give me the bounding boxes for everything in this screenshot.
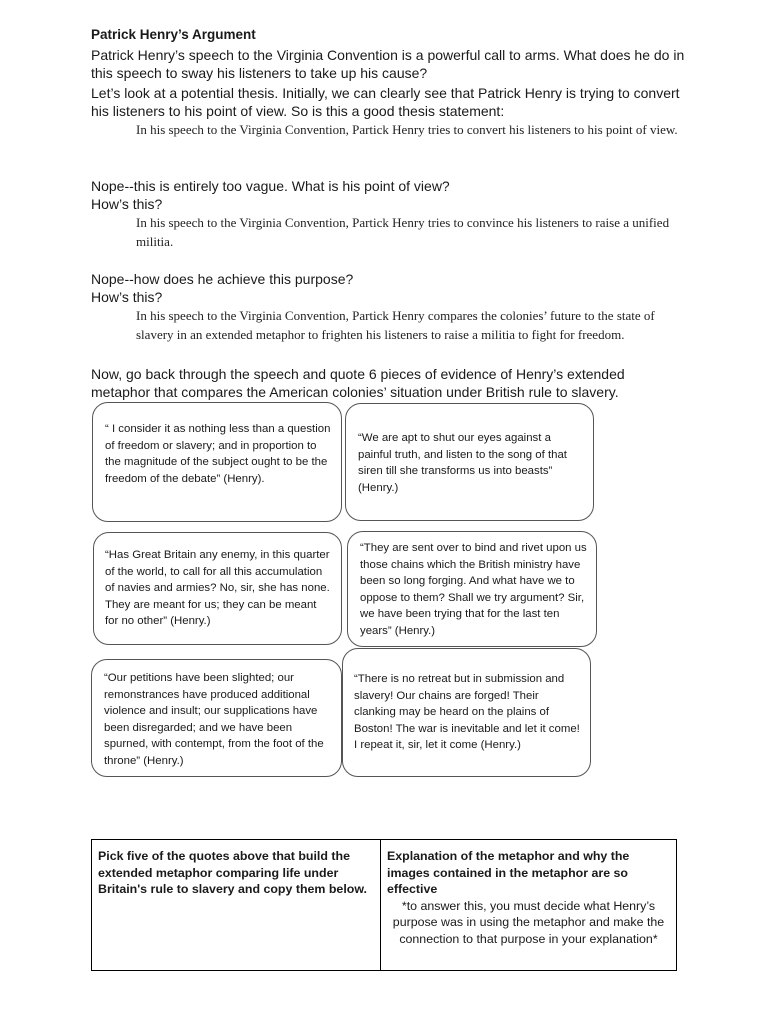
quote-text: “There is no retreat but in submission and slavery! Our chains are forged! Their clanking may be heard on the plains of Boston! The war is inevitable and let it come! I repeat it, sir, let it come (Henry.) — [354, 673, 580, 751]
quote-box-6 — [342, 648, 591, 777]
quote-box-4 — [347, 531, 597, 647]
quote-text: “ I consider it as nothing less than a question of freedom or slavery; and in proportion to the magnitude of the subject ought to be the freedom of the debate” (Henry). — [105, 423, 331, 485]
quote-text: “Has Great Britain any enemy, in this quarter of the world, to call for all this accumulation of navies and armies? No, sir, she has none. They are meant for us; they can be meant for no other” (Henry.) — [105, 549, 330, 627]
feedback-2: Nope--how does he achieve this purpose? — [91, 271, 354, 287]
explanation-column-note: *to answer this, you must decide what Henry’s purpose was in using the metaphor and make the connection to that purpose in your explanation* — [392, 898, 665, 946]
quote-text: “We are apt to shut our eyes against a painful truth, and listen to the song of that siren till she transforms us into beasts” (Henry.) — [358, 432, 567, 494]
page-title: Patrick Henry’s Argument — [91, 27, 256, 42]
quote-box-2 — [345, 403, 594, 521]
quote-text: “Our petitions have been slighted; our remonstrances have produced additional violence and insult; our supplications have been disregarded; and we have been spurned, with contempt, from the foot of the throne” (Henry.) — [104, 672, 324, 767]
quotes-column-heading: Pick five of the quotes above that build the extended metaphor comparing life under Britain's rule to slavery and copy them below. — [98, 849, 367, 896]
quote-box-1 — [92, 402, 342, 522]
prompt-2: How’s this? — [91, 289, 163, 305]
intro-paragraph-1: Patrick Henry’s speech to the Virginia Convention is a powerful call to arms. What does he do in this speech to sway his listeners to take up his cause? — [91, 47, 685, 81]
quote-box-5 — [91, 659, 342, 777]
feedback-1: Nope--this is entirely too vague. What is his point of view? — [91, 178, 450, 194]
thesis-example-1: In his speech to the Virginia Convention, Partick Henry tries to convert his listeners to his point of view. — [136, 122, 678, 137]
thesis-example-2: In his speech to the Virginia Convention, Partick Henry tries to convince his listeners to raise a unified militia. — [136, 215, 670, 249]
explanation-column-cell[interactable] — [381, 840, 677, 971]
response-table — [91, 839, 677, 971]
quotes-column-cell[interactable] — [92, 840, 381, 971]
quote-text: “They are sent over to bind and rivet upon us those chains which the British ministry have been so long forging. And what have we to oppose to them? Shall we try argument? Sir, we have been trying that for the last ten years” (Henry.) — [360, 542, 587, 637]
intro-paragraph-2: Let’s look at a potential thesis. Initially, we can clearly see that Patrick Henry is trying to convert his listeners to his point of view. So is this a good thesis statement: — [91, 85, 680, 119]
prompt-1: How’s this? — [91, 196, 163, 212]
explanation-column-heading: Explanation of the metaphor and why the images contained in the metaphor are so effective — [387, 849, 630, 896]
quote-box-3 — [93, 532, 342, 645]
evidence-instructions: Now, go back through the speech and quote 6 pieces of evidence of Henry’s extended metaphor that compares the American colonies’ situation under British rule to slavery. — [91, 366, 625, 400]
thesis-example-3: In his speech to the Virginia Convention, Partick Henry compares the colonies’ future to the state of slavery in an extended metaphor to frighten his listeners to raise a militia to fight for freedom. — [136, 308, 655, 342]
